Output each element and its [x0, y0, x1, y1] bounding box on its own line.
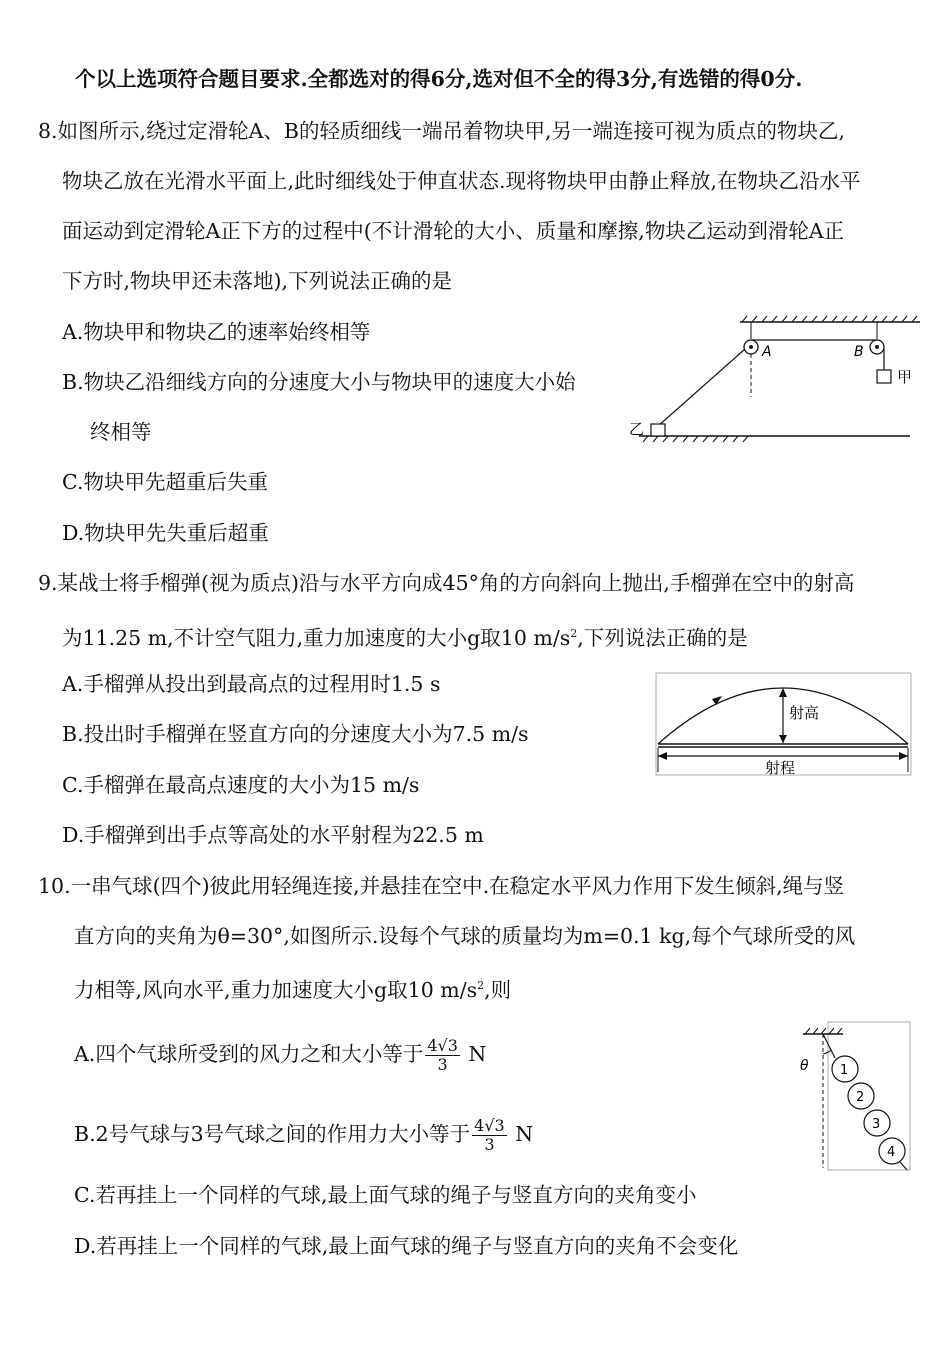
- label-jia: 甲: [897, 368, 913, 386]
- label-theta: θ: [800, 1058, 809, 1074]
- q9-stem-line-2: 为11.25 m,不计空气阻力,重力加速度的大小g取10 $m/s^2$,下列说法正确的是: [62, 625, 748, 650]
- q10-stem-line-2: 直方向的夹角为θ=30°,如图所示.设每个气球的质量均为m=0.1 kg,每个气球所受的风: [74, 924, 856, 948]
- q10-stem-line-3: 力相等,风向水平,重力加速度大小g取10 $m/s^2$,则: [74, 977, 512, 1002]
- svg-text:4: 4: [887, 1145, 896, 1160]
- q10-option-c: C.若再挂上一个同样的气球,最上面气球的绳子与竖直方向的夹角变小: [74, 1183, 697, 1207]
- fraction: $\frac{4√3}{3}$: [474, 1116, 505, 1154]
- block-jia: [877, 370, 891, 383]
- q8-option-a: A.物块甲和物块乙的速率始终相等: [62, 320, 371, 344]
- q9-stem-line-1: 9.某战士将手榴弹(视为质点)沿与水平方向成45°角的方向斜向上抛出,手榴弹在空中的射高: [38, 571, 855, 595]
- q9-option-b: B.投出时手榴弹在竖直方向的分速度大小为7.5 m/s: [62, 722, 529, 746]
- q8-stem-line-4: 下方时,物块甲还未落地),下列说法正确的是: [62, 269, 453, 293]
- q8-option-b: B.物块乙沿细线方向的分速度大小与物块甲的速度大小始: [62, 370, 576, 394]
- block-yi: [651, 424, 665, 436]
- q10-option-a: A.四个气球所受到的风力之和大小等于 $\frac{4√3}{3}$ N: [74, 1036, 487, 1074]
- q9-option-c: C.手榴弹在最高点速度的大小为15 m/s: [62, 773, 420, 797]
- balloon-diagram: [795, 1020, 913, 1172]
- q8-option-c: C.物块甲先超重后失重: [62, 470, 268, 494]
- label-height: 射高: [789, 704, 820, 722]
- q10-option-b: B.2号气球与3号气球之间的作用力大小等于 $\frac{4√3}{3}$ N: [74, 1116, 534, 1154]
- label-yi: 乙: [629, 420, 645, 438]
- projectile-diagram: [655, 672, 913, 777]
- svg-text:1: 1: [840, 1063, 849, 1078]
- q9-option-d: D.手榴弹到出手点等高处的水平射程为22.5 m: [62, 823, 484, 847]
- label-a: A: [762, 344, 772, 360]
- section-instruction: 个以上选项符合题目要求.全都选对的得6分,选对但不全的得3分,有选错的得0分.: [75, 67, 803, 91]
- svg-text:2: 2: [856, 1090, 865, 1105]
- svg-text:3: 3: [872, 1117, 881, 1132]
- q8-stem-line-1: 8.如图所示,绕过定滑轮A、B的轻质细线一端吊着物块甲,另一端连接可视为质点的物块乙,: [38, 119, 845, 143]
- q8-stem-line-3: 面运动到定滑轮A正下方的过程中(不计滑轮的大小、质量和摩擦,物块乙运动到滑轮A正: [62, 219, 845, 243]
- q10-option-d: D.若再挂上一个同样的气球,最上面气球的绳子与竖直方向的夹角不会变化: [74, 1234, 739, 1258]
- label-range: 射程: [765, 759, 796, 777]
- q10-stem-line-1: 10.一串气球(四个)彼此用轻绳连接,并悬挂在空中.在稳定水平风力作用下发生倾斜,绳与竖: [38, 874, 845, 898]
- pulley-diagram: [625, 312, 925, 452]
- label-b: B: [854, 344, 864, 360]
- q9-option-a: A.手榴弹从投出到最高点的过程用时1.5 s: [62, 672, 441, 696]
- q8-option-b-cont: 终相等: [90, 420, 152, 444]
- q8-stem-line-2: 物块乙放在光滑水平面上,此时细线处于伸直状态.现将物块甲由静止释放,在物块乙沿水平: [62, 169, 861, 193]
- fraction: $\frac{4√3}{3}$: [427, 1036, 458, 1074]
- q8-option-d: D.物块甲先失重后超重: [62, 521, 269, 545]
